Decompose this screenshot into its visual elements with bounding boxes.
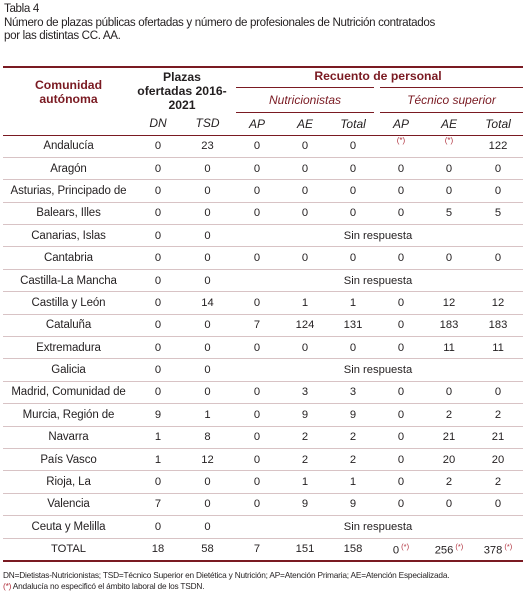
total-marker: (*) <box>504 541 513 551</box>
row-cell: 12 <box>473 292 523 314</box>
table-row <box>3 202 523 224</box>
row-cell: 0 <box>425 157 473 179</box>
row-cell: 1 <box>134 426 182 448</box>
table-row <box>3 269 523 291</box>
table-row <box>3 381 523 403</box>
row-cell: 2 <box>329 426 377 448</box>
row-cell: 0 <box>329 135 377 157</box>
row-cell: 0 <box>377 292 425 314</box>
total-cell <box>182 538 233 561</box>
row-cell: 9 <box>281 404 329 426</box>
header-tec-ae: AE <box>425 112 473 135</box>
row-name: Galicia <box>3 359 134 381</box>
table-row <box>3 180 523 202</box>
table-caption <box>4 2 496 43</box>
row-cell: 183 <box>473 314 523 336</box>
row-cell: 2 <box>281 426 329 448</box>
row-cell: 9 <box>329 404 377 426</box>
row-cell: 0 <box>281 157 329 179</box>
table-row <box>3 314 523 336</box>
header-plazas-label: Plazas ofertadas 2016-2021 <box>137 70 227 112</box>
no-response-cell: Sin respuesta <box>233 516 523 538</box>
row-cell: 0 <box>377 314 425 336</box>
header-dn: DN <box>134 112 182 135</box>
row-cell: 0 <box>473 157 523 179</box>
header-recuento: Recuento de personal <box>233 68 523 88</box>
footnote-abbreviations: DN=Dietistas-Nutricionistas; TSD=Técnico Superior en Dietética y Nutrición; AP=Atención Primaria; AE=Atención Especializada. <box>3 570 450 580</box>
row-cell: 5 <box>473 202 523 224</box>
row-cell: 0 <box>281 135 329 157</box>
table-row <box>3 404 523 426</box>
row-cell: 0 <box>134 314 182 336</box>
table-title-line-1: Número de plazas públicas ofertadas y número de profesionales de Nutrición contratados <box>4 14 435 29</box>
row-cell: 14 <box>182 292 233 314</box>
row-cell: 0 <box>134 292 182 314</box>
table-row <box>3 157 523 179</box>
row-cell: 0 <box>281 337 329 359</box>
row-cell: 0 <box>329 202 377 224</box>
row-cell: 2 <box>425 471 473 493</box>
row-cell: 0 <box>134 269 182 291</box>
table-row <box>3 337 523 359</box>
row-cell: 0 <box>233 180 281 202</box>
total-value: 256 <box>434 544 454 557</box>
row-cell: 12 <box>425 292 473 314</box>
row-cell: 0 <box>233 292 281 314</box>
row-cell: 0 <box>425 381 473 403</box>
row-cell: 0 <box>281 202 329 224</box>
row-cell: 0 <box>281 247 329 269</box>
row-cell: 0 <box>134 359 182 381</box>
total-marker: (*) <box>401 541 410 551</box>
row-name: Asturias, Principado de <box>3 180 134 202</box>
row-cell: 20 <box>425 448 473 470</box>
table-title-line-2: por las distintas CC. AA. <box>4 28 121 42</box>
row-cell: 0 <box>377 157 425 179</box>
total-cell <box>134 538 182 561</box>
row-cell: 0 <box>134 180 182 202</box>
row-cell: 0 <box>233 157 281 179</box>
row-cell: 0 <box>281 180 329 202</box>
row-cell: 0 <box>134 135 182 157</box>
row-cell: 0 <box>134 247 182 269</box>
row-cell: 0 <box>182 516 233 538</box>
row-cell: 8 <box>182 426 233 448</box>
row-cell: 0 <box>134 225 182 247</box>
no-response-cell: Sin respuesta <box>233 225 523 247</box>
row-cell: 2 <box>473 471 523 493</box>
row-cell: 3 <box>281 381 329 403</box>
row-cell: 21 <box>425 426 473 448</box>
row-cell: 0 <box>233 337 281 359</box>
row-name: País Vasco <box>3 448 134 470</box>
header-plazas <box>134 68 233 112</box>
footnotes <box>3 570 523 592</box>
row-cell: 1 <box>134 448 182 470</box>
row-cell: 1 <box>329 292 377 314</box>
row-cell: 0 <box>182 359 233 381</box>
row-cell: 3 <box>329 381 377 403</box>
row-cell: 122 <box>473 135 523 157</box>
row-cell: 0 <box>233 404 281 426</box>
table-row <box>3 426 523 448</box>
row-cell: 0 <box>377 202 425 224</box>
row-cell: 0 <box>473 493 523 515</box>
no-response-cell: Sin respuesta <box>233 359 523 381</box>
header-nut-ae: AE <box>281 112 329 135</box>
footnote-asterisk <box>3 581 523 592</box>
row-cell: 0 <box>377 426 425 448</box>
header-tsd: TSD <box>182 112 233 135</box>
row-cell: 23 <box>182 135 233 157</box>
row-name: Cantabria <box>3 247 134 269</box>
table-label: Tabla 4 <box>4 1 40 15</box>
row-name: Cataluña <box>3 314 134 336</box>
row-cell: 0 <box>233 381 281 403</box>
row-cell: 0 <box>182 247 233 269</box>
row-cell: 0 <box>377 493 425 515</box>
row-cell: 9 <box>329 493 377 515</box>
row-cell: 0 <box>182 157 233 179</box>
row-cell: 0 <box>182 225 233 247</box>
table-row <box>3 516 523 538</box>
row-cell: 0 <box>134 516 182 538</box>
row-name: Rioja, La <box>3 471 134 493</box>
row-cell: 0 <box>377 180 425 202</box>
table-row <box>3 292 523 314</box>
row-cell: 0 <box>377 448 425 470</box>
total-value: 7 <box>253 543 261 556</box>
header-tec-ap: AP <box>377 112 425 135</box>
row-cell: 11 <box>473 337 523 359</box>
row-cell: 0 <box>182 493 233 515</box>
header-nut-total: Total <box>329 112 377 135</box>
row-name: Aragón <box>3 157 134 179</box>
total-label: TOTAL <box>3 538 134 561</box>
row-cell: 1 <box>329 471 377 493</box>
row-cell: 0 <box>425 493 473 515</box>
row-cell: 0 <box>377 247 425 269</box>
table-row <box>3 471 523 493</box>
row-cell: 0 <box>182 314 233 336</box>
header-comunidad-label: Comunidad autónoma <box>34 78 103 106</box>
row-cell: 2 <box>425 404 473 426</box>
table-row <box>3 135 523 157</box>
table-row <box>3 225 523 247</box>
row-cell: 0 <box>233 448 281 470</box>
row-cell: 0 <box>329 180 377 202</box>
total-cell <box>233 538 281 561</box>
row-cell: 0 <box>473 381 523 403</box>
header-comunidad <box>3 68 134 112</box>
footnote-asterisk-text: Andalucía no especificó el ámbito laboral de los TSDN. <box>11 581 205 591</box>
row-cell: 5 <box>425 202 473 224</box>
row-cell: 0 <box>182 180 233 202</box>
total-value: 58 <box>201 543 214 556</box>
row-name: Castilla y León <box>3 292 134 314</box>
row-cell: 0 <box>425 180 473 202</box>
row-cell: 0 <box>233 135 281 157</box>
row-cell: 0 <box>134 471 182 493</box>
row-cell: 11 <box>425 337 473 359</box>
row-cell: 0 <box>377 404 425 426</box>
row-cell: 124 <box>281 314 329 336</box>
header-tecnico: Técnico superior <box>377 88 523 112</box>
row-cell: 0 <box>182 471 233 493</box>
row-cell: 0 <box>134 202 182 224</box>
row-name: Andalucía <box>3 135 134 157</box>
no-response-cell: Sin respuesta <box>233 269 523 291</box>
row-cell: 7 <box>134 493 182 515</box>
row-cell: 0 <box>233 247 281 269</box>
row-cell: 0 <box>233 493 281 515</box>
row-cell: (*) <box>377 135 425 157</box>
total-cell <box>281 538 329 561</box>
row-name: Balears, Illes <box>3 202 134 224</box>
row-cell: 0 <box>233 471 281 493</box>
table-row <box>3 247 523 269</box>
row-cell: 0 <box>473 247 523 269</box>
row-cell: (*) <box>425 135 473 157</box>
header-nutricionistas: Nutricionistas <box>233 88 377 112</box>
row-cell: 0 <box>377 471 425 493</box>
row-cell: 9 <box>281 493 329 515</box>
row-name: Extremadura <box>3 337 134 359</box>
total-cell <box>473 538 523 561</box>
row-cell: 0 <box>182 381 233 403</box>
table-row <box>3 448 523 470</box>
row-cell: 12 <box>182 448 233 470</box>
row-cell: 1 <box>182 404 233 426</box>
total-value: 0 <box>392 544 400 557</box>
row-name: Castilla-La Mancha <box>3 269 134 291</box>
row-cell: 0 <box>329 247 377 269</box>
row-cell: 0 <box>182 269 233 291</box>
row-cell: 7 <box>233 314 281 336</box>
row-cell: 0 <box>134 381 182 403</box>
row-cell: 0 <box>134 337 182 359</box>
total-row <box>3 538 523 561</box>
row-name: Murcia, Región de <box>3 404 134 426</box>
header-tec-total: Total <box>473 112 523 135</box>
row-cell: 2 <box>473 404 523 426</box>
row-name: Valencia <box>3 493 134 515</box>
total-marker: (*) <box>455 541 464 551</box>
data-table <box>3 66 523 562</box>
row-cell: 0 <box>134 157 182 179</box>
header-sub-empty <box>3 112 134 135</box>
row-cell: 9 <box>134 404 182 426</box>
row-cell: 183 <box>425 314 473 336</box>
row-name: Navarra <box>3 426 134 448</box>
total-value: 378 <box>483 544 503 557</box>
total-cell <box>425 538 473 561</box>
row-cell: 0 <box>377 381 425 403</box>
total-cell <box>377 538 425 561</box>
row-cell: 0 <box>329 157 377 179</box>
row-cell: 0 <box>182 202 233 224</box>
row-name: Ceuta y Melilla <box>3 516 134 538</box>
row-cell: 20 <box>473 448 523 470</box>
row-cell: 0 <box>329 337 377 359</box>
row-name: Canarias, Islas <box>3 225 134 247</box>
row-cell: 2 <box>281 448 329 470</box>
row-cell: 0 <box>425 247 473 269</box>
row-name: Madrid, Comunidad de <box>3 381 134 403</box>
table-row <box>3 359 523 381</box>
row-cell: 2 <box>329 448 377 470</box>
footnote-asterisk-marker: (*) <box>3 581 12 591</box>
table-body <box>3 135 523 561</box>
table-row <box>3 493 523 515</box>
row-cell: 1 <box>281 292 329 314</box>
row-cell: 0 <box>377 337 425 359</box>
row-cell: 0 <box>182 337 233 359</box>
row-cell: 0 <box>233 202 281 224</box>
header-nut-ap: AP <box>233 112 281 135</box>
row-cell: 21 <box>473 426 523 448</box>
row-cell: 0 <box>473 180 523 202</box>
total-value: 158 <box>343 543 363 556</box>
row-cell: 131 <box>329 314 377 336</box>
total-cell <box>329 538 377 561</box>
row-cell: 0 <box>233 426 281 448</box>
total-value: 151 <box>295 543 315 556</box>
total-value: 18 <box>151 543 165 556</box>
row-cell: 1 <box>281 471 329 493</box>
